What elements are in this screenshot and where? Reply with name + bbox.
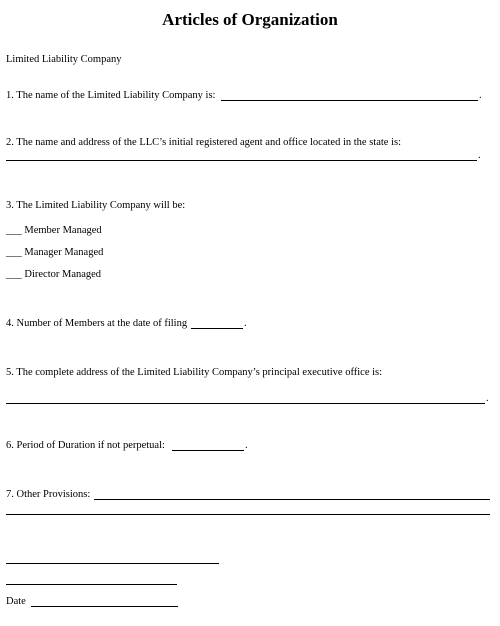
item-7-blank-1[interactable] [94, 499, 490, 500]
item-4-period: . [244, 318, 247, 329]
item-5-label: 5. The complete address of the Limited Liability Company’s principal executive office is: [6, 367, 383, 378]
item-5-period: . [486, 393, 489, 404]
date-blank[interactable] [31, 606, 178, 607]
item-7-blank-2[interactable] [6, 514, 490, 515]
option-blank: ___ [6, 269, 22, 280]
item-2-blank[interactable] [6, 160, 477, 161]
option-label: Manager Managed [24, 247, 104, 258]
item-7-label: 7. Other Provisions: [6, 489, 91, 500]
option-label: Director Managed [24, 269, 102, 280]
option-member-managed[interactable] [6, 225, 102, 236]
item-3-label: 3. The Limited Liability Company will be: [6, 200, 186, 211]
item-4-label: 4. Number of Members at the date of filing [6, 318, 188, 329]
item-1-blank[interactable] [221, 100, 478, 101]
item-5-blank[interactable] [6, 403, 485, 404]
item-6-blank[interactable] [172, 450, 244, 451]
option-director-managed[interactable] [6, 269, 101, 280]
signature-line-2[interactable] [6, 584, 177, 585]
item-2-label: 2. The name and address of the LLC’s initial registered agent and office located in the state is: [6, 137, 401, 148]
document-title: Articles of Organization [162, 10, 338, 29]
date-label: Date [6, 596, 26, 607]
item-2-period: . [478, 150, 481, 161]
option-blank: ___ [6, 247, 22, 258]
option-manager-managed[interactable] [6, 247, 103, 258]
document-subtitle: Limited Liability Company [6, 54, 122, 65]
item-4-blank[interactable] [191, 328, 243, 329]
item-6-label: 6. Period of Duration if not perpetual: [6, 440, 165, 451]
item-1-label: 1. The name of the Limited Liability Company is: [6, 90, 216, 101]
option-blank: ___ [6, 225, 22, 236]
item-1-period: . [479, 90, 482, 101]
option-label: Member Managed [24, 225, 102, 236]
signature-line-1[interactable] [6, 563, 219, 564]
item-6-period: . [245, 440, 248, 451]
